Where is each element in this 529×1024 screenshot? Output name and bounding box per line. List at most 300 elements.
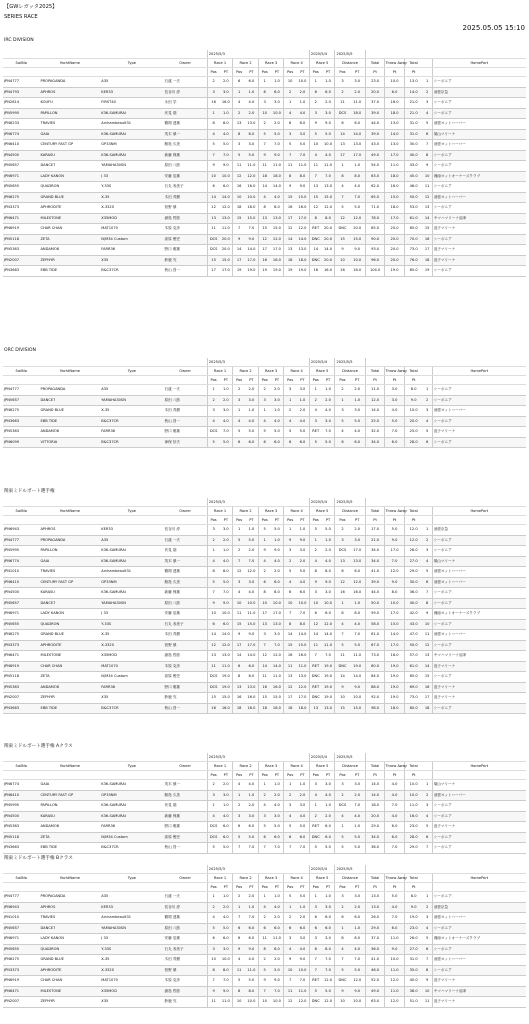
race-position: 9	[258, 150, 270, 161]
owner-name: 茂木 慎一	[164, 556, 208, 567]
total-points: 29.0	[365, 923, 384, 934]
race-position: 16	[335, 588, 350, 599]
yacht-name: APHROS	[39, 87, 100, 98]
race-position: 10	[335, 997, 350, 1008]
header-spacer	[100, 753, 163, 762]
pt-header: PT	[219, 68, 232, 77]
header-spacer	[164, 498, 208, 507]
throw-away: 18.0	[385, 703, 404, 714]
race-points: 8.0	[350, 609, 366, 620]
total-points: 34.0	[365, 556, 384, 567]
header-spacer	[365, 498, 526, 507]
race-position: 3	[233, 811, 245, 822]
home-port: 湘南ヨットオーナーズクラブ	[432, 609, 526, 620]
table-row	[3, 437, 526, 448]
yacht-type: FIRST40	[100, 98, 163, 109]
table-row	[3, 182, 526, 193]
race-position: 1	[284, 98, 296, 109]
owner-name: 木原 克彦	[164, 224, 208, 235]
race-position: 1	[207, 801, 219, 812]
pt-header: PT	[245, 883, 258, 892]
race-position: 14	[258, 182, 270, 193]
race-position: 4	[284, 108, 296, 119]
race-position: 4	[258, 192, 270, 203]
race-points: 6.0	[322, 822, 335, 833]
home-port: シーボニア	[432, 416, 526, 427]
total-points: 93.0	[365, 245, 384, 256]
net-total: 46.0	[404, 182, 422, 193]
race-points: 6.0	[270, 832, 283, 843]
col-header: HomePort	[432, 762, 526, 771]
race-position: 5	[284, 140, 296, 151]
race-position: 2	[207, 535, 219, 546]
race-position: 7	[284, 843, 296, 854]
race-position: 13	[335, 556, 350, 567]
race-points: 5.0	[350, 832, 366, 843]
net-total: 12.0	[404, 525, 422, 536]
total-points: 98.0	[365, 703, 384, 714]
race-points: 2.0	[219, 535, 232, 546]
race-points: 15.0	[296, 640, 309, 651]
race-points: 4.0	[296, 944, 309, 955]
total-points: 52.0	[365, 976, 384, 987]
col-header: Total	[404, 507, 422, 516]
race-position: 3	[309, 934, 321, 945]
race-position: 13	[335, 140, 350, 151]
race-points: 16.0	[270, 255, 283, 266]
race-points: 11.0	[296, 661, 309, 672]
pos-header: Pos	[258, 68, 270, 77]
rank: 4	[423, 108, 433, 119]
race-position: 10	[284, 965, 296, 976]
table-row	[3, 192, 526, 203]
race-points: 5.0	[219, 577, 232, 588]
race-points: 10.0	[245, 997, 258, 1008]
race-points: 4.0	[245, 588, 258, 599]
race-points: 5.0	[350, 965, 366, 976]
owner-name: 木田 茂樹	[164, 630, 208, 641]
race-points: 1.0	[296, 395, 309, 406]
race-points: 2.0	[219, 780, 232, 791]
race-points: 18.0	[245, 203, 258, 214]
yacht-type: X35	[100, 693, 163, 704]
race-position: 15	[284, 192, 296, 203]
pos-header: Pos	[233, 68, 245, 77]
owner-name: 新藤 保雄	[164, 588, 208, 599]
race-position: 3	[207, 790, 219, 801]
table-row	[3, 98, 526, 109]
race-points: 12.0	[270, 234, 283, 245]
race-position: 11	[258, 161, 270, 172]
race-position: 3	[309, 780, 321, 791]
yacht-name: ANDAMO8	[39, 822, 100, 833]
yacht-type: Archambeault31	[100, 567, 163, 578]
pos-header: Pos	[335, 516, 350, 525]
home-port: シーボニア	[432, 923, 526, 934]
yacht-type: Y-33S	[100, 182, 163, 193]
race-points: 2.0	[322, 546, 335, 557]
net-total: 9.0	[404, 902, 422, 913]
race-points: 10.0	[350, 997, 366, 1008]
race-position: 12	[309, 619, 321, 630]
net-total: 26.0	[404, 934, 422, 945]
pt-header: Pt	[365, 68, 384, 77]
pt-header: PT	[270, 376, 283, 385]
race-points: 19.0	[322, 672, 335, 683]
race-points: 2.0	[322, 395, 335, 406]
race-points: 16.0	[296, 203, 309, 214]
race-points: 10.0	[270, 997, 283, 1008]
race-position: 5	[335, 640, 350, 651]
race-points: 5.0	[296, 567, 309, 578]
race-position: 18	[284, 255, 296, 266]
header-spacer	[164, 516, 208, 525]
page-title: 【GWレガッタ2025】	[4, 4, 58, 10]
yacht-name: MILESTONE	[39, 213, 100, 224]
race-points: 5.0	[350, 203, 366, 214]
race-position: 5	[258, 525, 270, 536]
yacht-name: PROPAGANDA	[39, 892, 100, 903]
race-points: 13.0	[219, 213, 232, 224]
race-points: 3.0	[350, 77, 366, 88]
race-points: 5.0	[350, 640, 366, 651]
sail-number: JPN3663	[3, 416, 39, 427]
race-position: 17	[258, 609, 270, 620]
header-spacer	[3, 883, 39, 892]
col-header: Owner	[164, 762, 208, 771]
yacht-type: GP33NM	[100, 140, 163, 151]
race-position: 14	[284, 234, 296, 245]
owner-name: 安藤 辰雄	[164, 609, 208, 620]
race-position: 9	[207, 598, 219, 609]
table-row	[3, 955, 526, 966]
header-spacer	[100, 498, 163, 507]
race-header: Race 4	[284, 507, 310, 516]
race-position: 5	[284, 427, 296, 438]
yacht-type: K36-SAMURAI	[100, 801, 163, 812]
table-row	[3, 997, 526, 1008]
net-total: 9.0	[404, 395, 422, 406]
section-title: 関東ミドルボート選手権 Bクラス	[4, 856, 73, 861]
race-position: 9	[335, 245, 350, 256]
sail-number: JPN5657	[3, 598, 39, 609]
race-points: 9.0	[350, 245, 366, 256]
race-points: 7.0	[245, 556, 258, 567]
owner-name: 浦島 哲郎	[164, 213, 208, 224]
race-points: 19.0	[270, 266, 283, 277]
race-points: 9.0	[245, 944, 258, 955]
race-position: 11	[284, 986, 296, 997]
pt-header: PT	[322, 376, 335, 385]
race-position: 14	[284, 630, 296, 641]
throw-away: 7.0	[385, 843, 404, 854]
pt-header: Pt	[365, 376, 384, 385]
race-header: Race 1	[207, 507, 233, 516]
race-position: 17	[284, 213, 296, 224]
race-header: Race 5	[309, 874, 335, 883]
home-port: 逗子マリーナ	[432, 682, 526, 693]
race-position: 16	[207, 98, 219, 109]
race-position: RET	[309, 822, 321, 833]
table-row	[3, 87, 526, 98]
yacht-type: N/M34 Custom	[100, 672, 163, 683]
race-points: 4.0	[350, 811, 366, 822]
race-points: 12.0	[322, 619, 335, 630]
header-spacer	[164, 50, 208, 59]
race-points: 8.0	[219, 119, 232, 130]
race-points: 5.0	[245, 150, 258, 161]
race-position: 16	[233, 693, 245, 704]
race-points: 12.0	[322, 997, 335, 1008]
race-position: 2	[258, 385, 270, 396]
total-points: 11.0	[365, 385, 384, 396]
total-points: 14.0	[365, 780, 384, 791]
pt-header: PT	[296, 883, 309, 892]
header-spacer	[3, 865, 39, 874]
race-position: 1	[284, 525, 296, 536]
yacht-name: EBB TIDE	[39, 843, 100, 854]
race-points: 2.0	[350, 790, 366, 801]
home-port: シーボニア	[432, 598, 526, 609]
owner-name: 伏見 瑞	[164, 108, 208, 119]
race-position: 3	[335, 780, 350, 791]
sail-number: JPN5657	[3, 395, 39, 406]
yacht-type: K36-SAMURAI	[100, 556, 163, 567]
race-position: 18	[284, 703, 296, 714]
yacht-type: X35MOD	[100, 986, 163, 997]
race-header: Distance	[335, 367, 365, 376]
sail-number: JPN6919	[3, 976, 39, 987]
yacht-name: TRAVIES	[39, 119, 100, 130]
race-points: 4.0	[350, 182, 366, 193]
sail-number: JPN6275	[3, 192, 39, 203]
race-points: 9.0	[296, 535, 309, 546]
owner-name: 長谷川 淳	[164, 525, 208, 536]
sail-number: JPN6971	[3, 609, 39, 620]
race-points: 18.0	[296, 255, 309, 266]
sail-number: JPN6774	[3, 556, 39, 567]
race-points: 7.0	[296, 976, 309, 987]
yacht-name: ZEPHYR	[39, 693, 100, 704]
home-port: 逗子マリーナ	[432, 427, 526, 438]
yacht-type: X-332S	[100, 203, 163, 214]
race-position: 5	[335, 203, 350, 214]
table-row	[3, 944, 526, 955]
race-points: 6.0	[350, 567, 366, 578]
home-port: シーボニア	[432, 619, 526, 630]
throw-away: 3.0	[385, 395, 404, 406]
race-position: 10	[335, 693, 350, 704]
throw-away: 10.0	[385, 598, 404, 609]
net-total: 29.0	[404, 567, 422, 578]
race-points: 12.0	[270, 651, 283, 662]
owner-name: 原田 八郎	[164, 923, 208, 934]
race-position: 5	[233, 535, 245, 546]
sail-number: JPN6943	[3, 525, 39, 536]
throw-away: 10.0	[385, 77, 404, 88]
race-points: 12.0	[296, 682, 309, 693]
race-points: 6.0	[219, 832, 232, 843]
results-table	[3, 50, 526, 277]
race-points: 4.0	[322, 150, 335, 161]
total-points: 36.0	[365, 843, 384, 854]
race-position: 3	[207, 525, 219, 536]
race-points: 16.0	[219, 98, 232, 109]
race-position: 12	[258, 651, 270, 662]
yacht-type: X35	[100, 255, 163, 266]
rank: 9	[423, 976, 433, 987]
race-position: 5	[233, 832, 245, 843]
race-position: 13	[284, 672, 296, 683]
table-row	[3, 790, 526, 801]
race-position: 11	[233, 609, 245, 620]
race-points: 13.0	[270, 619, 283, 630]
race-points: 14.0	[296, 234, 309, 245]
race-position: 4	[309, 790, 321, 801]
pos-header: Pos	[309, 883, 321, 892]
rank: 18	[423, 255, 433, 266]
race-position: 8	[309, 213, 321, 224]
owner-name: 鶴岡 達雄	[164, 913, 208, 924]
col-header: SailNo	[3, 762, 39, 771]
net-total: 28.0	[404, 437, 422, 448]
race-points: 1.0	[219, 801, 232, 812]
race-points: 6.0	[322, 609, 335, 620]
race-position: 10	[233, 997, 245, 1008]
race-position: 4	[207, 556, 219, 567]
yacht-type: X35	[100, 997, 163, 1008]
header-spacer	[423, 874, 433, 883]
yacht-name: KARASU	[39, 811, 100, 822]
race-position: 2	[309, 546, 321, 557]
owner-name: 茂木 慎一	[164, 780, 208, 791]
race-points: 11.0	[219, 224, 232, 235]
race-points: 11.0	[270, 934, 283, 945]
date-header: 2025/5/3	[207, 50, 309, 59]
yacht-type: A35	[100, 535, 163, 546]
race-position: 4	[335, 427, 350, 438]
sail-number: JPN6275	[3, 406, 39, 417]
race-points: 16.0	[245, 693, 258, 704]
race-points: 7.0	[219, 588, 232, 599]
race-points: 3.0	[322, 416, 335, 427]
race-position: 11	[258, 934, 270, 945]
col-header: HomePort	[432, 874, 526, 883]
race-position: 2	[284, 406, 296, 417]
race-position: 17	[233, 255, 245, 266]
col-header: Throw Away	[385, 762, 404, 771]
race-points: 17.0	[296, 693, 309, 704]
header-spacer	[39, 376, 100, 385]
table-row	[3, 140, 526, 151]
yacht-type: YAMAHA30SN	[100, 598, 163, 609]
owner-name: 伏見 瑞	[164, 801, 208, 812]
table-row	[3, 129, 526, 140]
rank: 16	[423, 682, 433, 693]
pos-header: Pos	[258, 883, 270, 892]
race-position: 10	[309, 140, 321, 151]
yacht-name: APHRODITE	[39, 203, 100, 214]
race-points: 8.0	[296, 619, 309, 630]
total-points: 23.0	[365, 77, 384, 88]
throw-away: 14.0	[385, 630, 404, 641]
race-position: 6	[284, 119, 296, 130]
race-points: 4.0	[270, 192, 283, 203]
race-points: 17.0	[296, 213, 309, 224]
race-points: 15.0	[219, 693, 232, 704]
rank: 2	[423, 87, 433, 98]
yacht-name: KOUFU	[39, 98, 100, 109]
race-points: 12.0	[322, 976, 335, 987]
net-total: 20.0	[404, 416, 422, 427]
pos-header: Pos	[309, 68, 321, 77]
total-points: 14.0	[365, 790, 384, 801]
race-points: 14.0	[219, 630, 232, 641]
sail-number: JPN5118	[3, 234, 39, 245]
results-table	[3, 865, 526, 1008]
header-spacer	[39, 68, 100, 77]
race-position: 12	[284, 682, 296, 693]
table-row	[3, 703, 526, 714]
race-points: 17.0	[245, 640, 258, 651]
table-row	[3, 965, 526, 976]
col-header: Total	[404, 59, 422, 68]
pos-header: Pos	[233, 771, 245, 780]
yacht-type: YAMAHA30SN	[100, 395, 163, 406]
throw-away: 17.0	[385, 150, 404, 161]
pt-header: Pt	[404, 516, 422, 525]
owner-name: 鈴鹿 究	[164, 997, 208, 1008]
total-points: 92.0	[365, 693, 384, 704]
race-position: 6	[233, 661, 245, 672]
sail-number: JPN5655	[3, 619, 39, 630]
rank: 9	[423, 609, 433, 620]
race-points: 1.0	[350, 598, 366, 609]
race-position: 2	[207, 780, 219, 791]
race-points: 1.0	[245, 902, 258, 913]
pt-header: Pt	[385, 516, 404, 525]
race-position: 2	[284, 556, 296, 567]
race-position: 14	[309, 630, 321, 641]
header-spacer	[164, 358, 208, 367]
home-port: 逗子マリーナ	[432, 693, 526, 704]
yacht-name: PAPILLON	[39, 546, 100, 557]
race-header: Distance	[335, 507, 365, 516]
race-points: 15.0	[296, 192, 309, 203]
race-position: 3	[284, 129, 296, 140]
race-points: 6.0	[245, 437, 258, 448]
race-points: 8.0	[245, 129, 258, 140]
total-points: 17.0	[365, 525, 384, 536]
section-title: IRC DIVISION	[4, 38, 34, 43]
race-points: 13.0	[322, 703, 335, 714]
race-points: 9.0	[219, 986, 232, 997]
home-port: 葉山マリーナ	[432, 556, 526, 567]
total-points: 20.0	[365, 87, 384, 98]
race-points: 19.0	[296, 266, 309, 277]
owner-name: 野口 雅雄	[164, 682, 208, 693]
race-points: 4.0	[322, 556, 335, 567]
owner-name: 飯島 久美	[164, 140, 208, 151]
race-position: 8	[207, 567, 219, 578]
race-points: 7.0	[219, 976, 232, 987]
race-position: 5	[335, 416, 350, 427]
home-port: 逗子マリーナ	[432, 245, 526, 256]
race-points: 7.0	[350, 630, 366, 641]
date-header: 2025/5/3	[207, 358, 309, 367]
pos-header: Pos	[284, 771, 296, 780]
race-position: 1	[207, 385, 219, 396]
